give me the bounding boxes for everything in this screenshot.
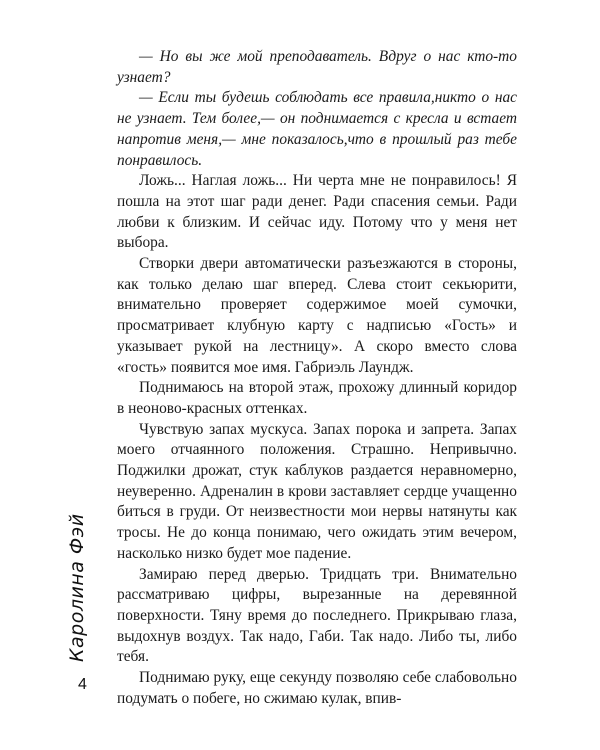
author-name-vertical: Каролина Фэй xyxy=(66,513,88,662)
paragraph-7: Замираю перед дверью. Тридцать три. Внимательно рассматриваю цифры, вырезанные на деревянной поверхности. Тяну время до последнего. Прикрываю глаза, выдохнув воздух. Так надо, Габи. Так надо. Либо ты, либо тебя. xyxy=(117,565,517,666)
paragraph-6: Чувствую запах мускуса. Запах порока и запрета. Запах моего отчаянного положения. Страшно. Непривычно. Поджилки дрожат, стук каблуков раздается неравномерно, неуверенно. Адреналин в крови заставляет сердце учащенно биться в груди. От неизвестности мои нервы натянуты как тросы. Не до конца понимаю, чего ожидать этим вечером, насколько низко будет мое падение. xyxy=(117,420,517,562)
body-text xyxy=(117,47,517,710)
paragraph-dialogue-1: — Но вы же мой преподаватель. Вдруг о нас кто-то узнает? xyxy=(117,48,517,86)
paragraph-4: Створки двери автоматически разъезжаются в стороны, как только делаю шаг вперед. Слева стоит секьюрити, внимательно проверяет содержимое моей сумочки, просматривает клубную карту с надписью «Гость» и указывает рукой на лестницу». А скоро вместо слова «гость» появится мое имя. Габриэль Лаундж. xyxy=(117,255,517,376)
page-number: 4 xyxy=(78,676,87,693)
paragraph-dialogue-2: — Если ты будешь соблюдать все правила,никто о нас не узнает. Тем более,— он поднимается с кресла и встает напротив меня,— мне показалось,что в прошлый раз тебе понравилось. xyxy=(117,89,517,169)
paragraph-3: Ложь... Наглая ложь... Ни черта мне не понравилось! Я пошла на этот шаг ради денег. Ради спасения семьи. Ради любви к близким. И сейчас иду. Потому что у меня нет выбора. xyxy=(117,172,517,252)
paragraph-5: Поднимаюсь на второй этаж, прохожу длинный коридор в неоново-красных оттенках. xyxy=(117,379,517,417)
paragraph-8: Поднимаю руку, еще секунду позволяю себе слабовольно подумать о побеге, но сжимаю кулак, впив- xyxy=(117,669,517,707)
